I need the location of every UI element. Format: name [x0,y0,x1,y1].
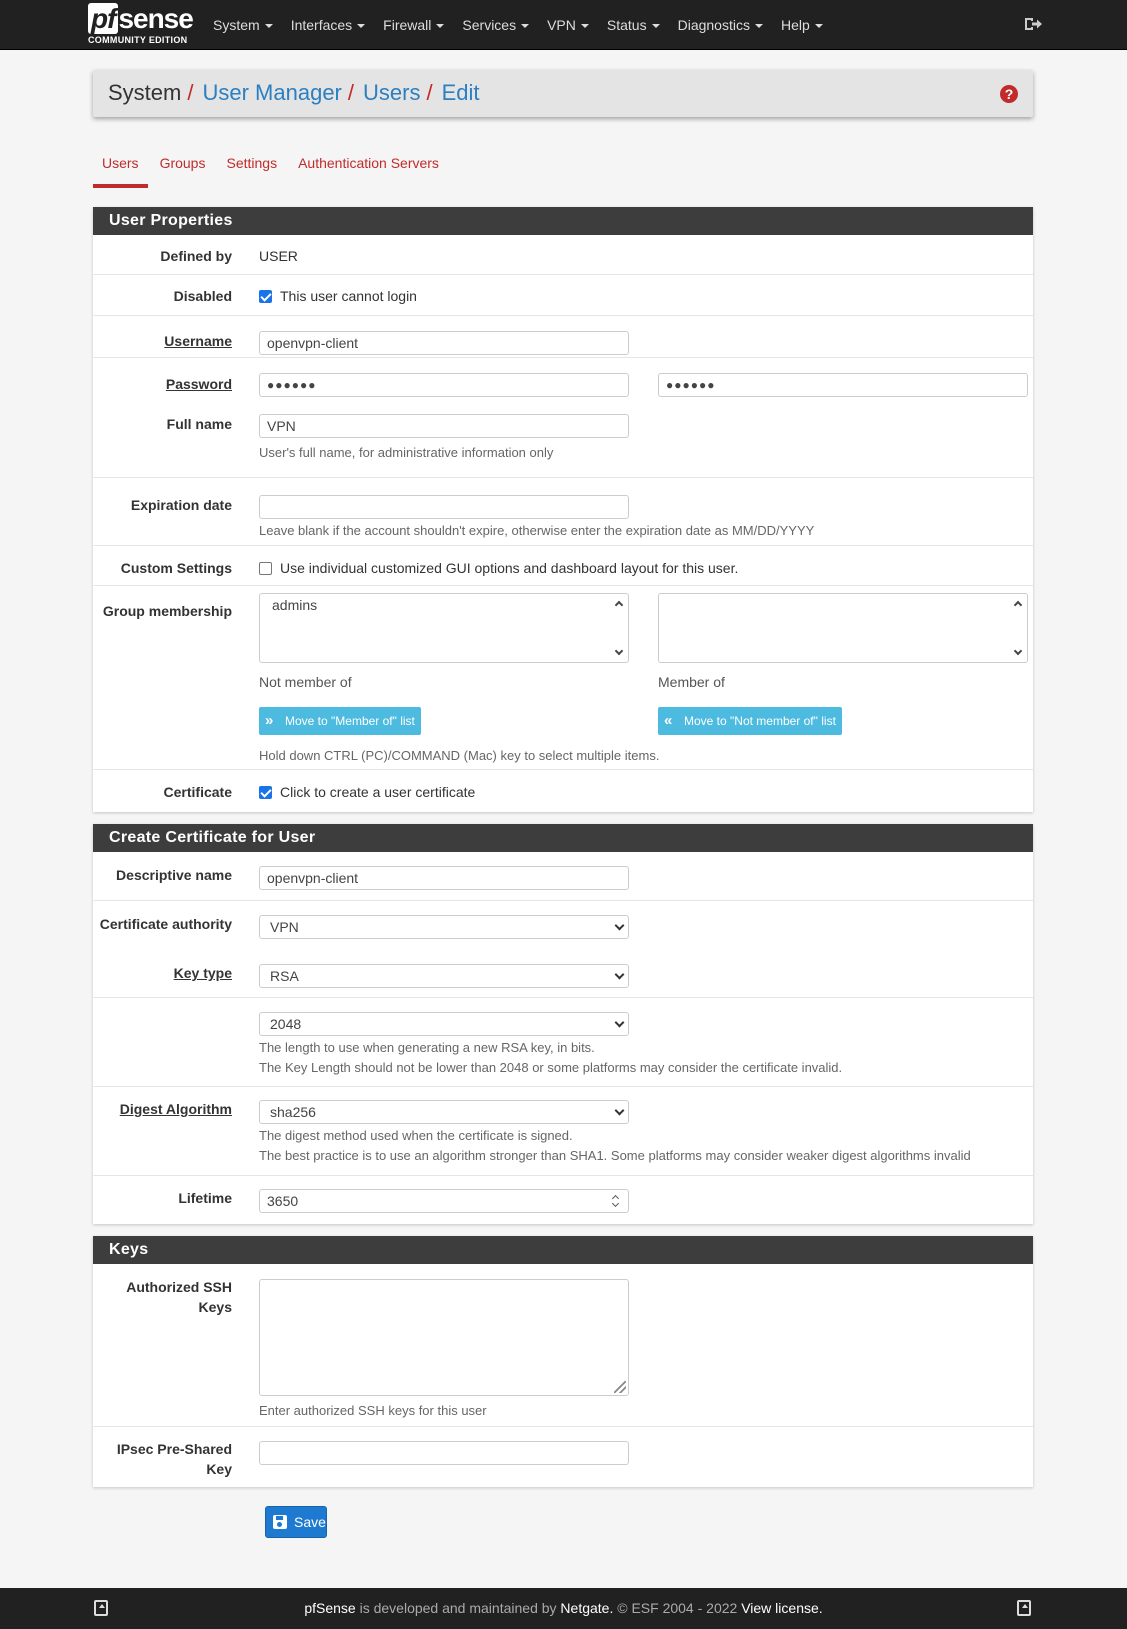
not-member-listbox[interactable] [259,593,629,663]
keys-panel [93,1236,1033,1487]
expiration-label: Expiration date [130,497,232,513]
certificate-text: Click to create a user certificate [280,784,476,800]
caret-down-icon [436,24,444,28]
fullname-label: Full name [166,416,232,432]
chevron-down-icon [615,1106,625,1116]
scrollbar[interactable] [614,598,624,658]
move-to-not-member-button[interactable]: « Move to "Not member of" list [658,707,842,735]
netgate-link[interactable]: Netgate. [560,1600,614,1616]
move-to-member-button[interactable]: » Move to "Member of" list [259,707,421,735]
authorized-ssh-keys-label: Authorized SSH Keys [126,1279,232,1315]
key-type-select[interactable]: RSA [259,964,629,988]
digest-algorithm-label: Digest Algorithm [119,1101,232,1117]
caret-down-icon [265,24,273,28]
list-item[interactable]: admins [272,597,318,613]
certificate-checkbox[interactable] [259,784,475,800]
password-input[interactable]: ●●●●●● [259,373,629,397]
save-icon [273,1515,287,1529]
nav-interfaces[interactable]: Interfaces [282,0,374,50]
caret-down-icon [581,24,589,28]
breadcrumb-system: System [108,80,182,105]
digest-help-1: The digest method used when the certificate is signed. [259,1128,573,1143]
panel-heading: User Properties [93,207,1033,235]
help-icon[interactable]: ? [1000,85,1018,103]
key-length-help-1: The length to use when generating a new RSA key, in bits. [259,1040,595,1055]
logo-sense: sense [118,3,193,34]
nav-firewall[interactable]: Firewall [374,0,453,50]
breadcrumb-edit[interactable]: Edit [441,80,480,105]
top-navbar [0,0,1127,50]
caret-down-icon [755,24,763,28]
member-listbox[interactable] [658,593,1028,663]
caret-down-icon [521,24,529,28]
nav-vpn[interactable]: VPN [538,0,598,50]
footer-pfsense: pfSense [304,1600,356,1616]
custom-settings-label: Custom Settings [120,560,232,576]
footer-text: pfSense is developed and maintained by Netgate. © ESF 2004 - 2022 View license. [304,1600,823,1616]
expiration-input[interactable] [259,495,629,519]
key-length-select[interactable]: 2048 [259,1012,629,1036]
view-license-link[interactable]: View license. [741,1600,823,1616]
nav-diagnostics[interactable]: Diagnostics [669,0,772,50]
authorized-ssh-keys-textarea[interactable] [259,1279,629,1396]
scroll-down-icon[interactable] [615,647,623,655]
chevron-down-icon [615,1018,625,1028]
caret-down-icon [652,24,660,28]
tab-users[interactable]: Users [93,150,148,188]
breadcrumb-user-manager[interactable]: User Manager [202,80,342,105]
descriptive-name-input[interactable]: openvpn-client [259,866,629,890]
scroll-down-icon[interactable] [1014,647,1022,655]
logout-icon[interactable] [1023,14,1043,34]
group-help: Hold down CTRL (PC)/COMMAND (Mac) key to select multiple items. [259,748,660,763]
username-label: Username [164,333,232,349]
password-label: Password [165,376,232,392]
spinner-icon[interactable] [610,1194,622,1208]
tab-authentication-servers[interactable]: Authentication Servers [298,155,439,171]
checkbox-checked[interactable] [259,786,272,799]
expiration-help: Leave blank if the account shouldn't expire, otherwise enter the expiration date as MM/DD/YYYY [259,523,815,538]
defined-by-label: Defined by [160,248,232,264]
tab-groups[interactable]: Groups [159,155,206,171]
scroll-up-icon[interactable] [615,601,623,609]
fullname-input[interactable]: VPN [259,414,629,438]
nav-help[interactable]: Help [772,0,832,50]
digest-algorithm-select[interactable]: sha256 [259,1100,629,1124]
edition-label: COMMUNITY EDITION [88,35,188,45]
breadcrumb-users[interactable]: Users [363,80,421,105]
nav-services[interactable]: Services [453,0,538,50]
chevron-down-icon [615,970,625,980]
scroll-top-icon[interactable] [1017,1600,1031,1616]
password-confirm-input[interactable]: ●●●●●● [658,373,1028,397]
certificate-authority-select[interactable]: VPN [259,915,629,939]
lifetime-input[interactable]: 3650 [259,1189,629,1213]
panel-heading: Keys [93,1236,1033,1264]
username-input[interactable]: openvpn-client [259,331,629,355]
breadcrumb-separator: / [187,80,194,105]
key-length-help-2: The Key Length should not be lower than 2048 or some platforms may consider the certificate invalid. [259,1060,843,1075]
breadcrumb-separator: / [347,80,354,105]
resize-grip-icon[interactable] [614,1381,626,1393]
disabled-text: This user cannot login [280,288,417,304]
ipsec-psk-label: IPsec Pre-Shared Key [116,1441,232,1477]
logo-pf: pf [88,3,118,34]
double-chevron-left-icon: « [664,712,673,729]
chevron-down-icon [615,921,625,931]
ipsec-psk-input[interactable] [259,1441,629,1465]
caret-down-icon [815,24,823,28]
digest-help-2: The best practice is to use an algorithm stronger than SHA1. Some platforms may consider weaker digest algorithms invalid [259,1148,971,1163]
ssh-keys-help: Enter authorized SSH keys for this user [259,1403,487,1418]
disabled-checkbox[interactable] [259,288,417,304]
panel-heading: Create Certificate for User [93,824,1033,852]
fullname-help: User's full name, for administrative information only [259,445,554,460]
nav-status[interactable]: Status [598,0,669,50]
certificate-label: Certificate [163,784,232,800]
checkbox-checked[interactable] [259,290,272,303]
create-certificate-panel [93,824,1033,1224]
breadcrumb [93,70,1033,117]
tab-bar [93,150,451,188]
breadcrumb-separator: / [426,80,433,105]
user-properties-panel [93,207,1033,812]
scrollbar[interactable] [1013,598,1023,658]
tab-settings[interactable]: Settings [226,155,278,171]
save-button[interactable]: Save [265,1506,327,1538]
nav-system[interactable]: System [204,0,282,50]
custom-settings-checkbox[interactable] [259,560,738,576]
main-nav [204,0,832,50]
pfsense-logo[interactable] [88,5,196,47]
disabled-label: Disabled [173,288,232,304]
lifetime-label: Lifetime [178,1190,232,1206]
custom-settings-text: Use individual customized GUI options and dashboard layout for this user. [280,560,739,576]
group-membership-label: Group membership [102,603,232,619]
descriptive-name-label: Descriptive name [116,867,232,883]
certificate-authority-label: Certificate authority [99,916,232,932]
member-caption: Member of [658,674,725,690]
defined-by-value: USER [259,248,298,264]
key-type-label: Key type [173,965,232,981]
checkbox-unchecked[interactable] [259,562,272,575]
scroll-up-icon[interactable] [1014,601,1022,609]
not-member-caption: Not member of [259,674,352,690]
caret-down-icon [357,24,365,28]
footer [0,1588,1127,1629]
double-chevron-right-icon: » [265,712,274,729]
